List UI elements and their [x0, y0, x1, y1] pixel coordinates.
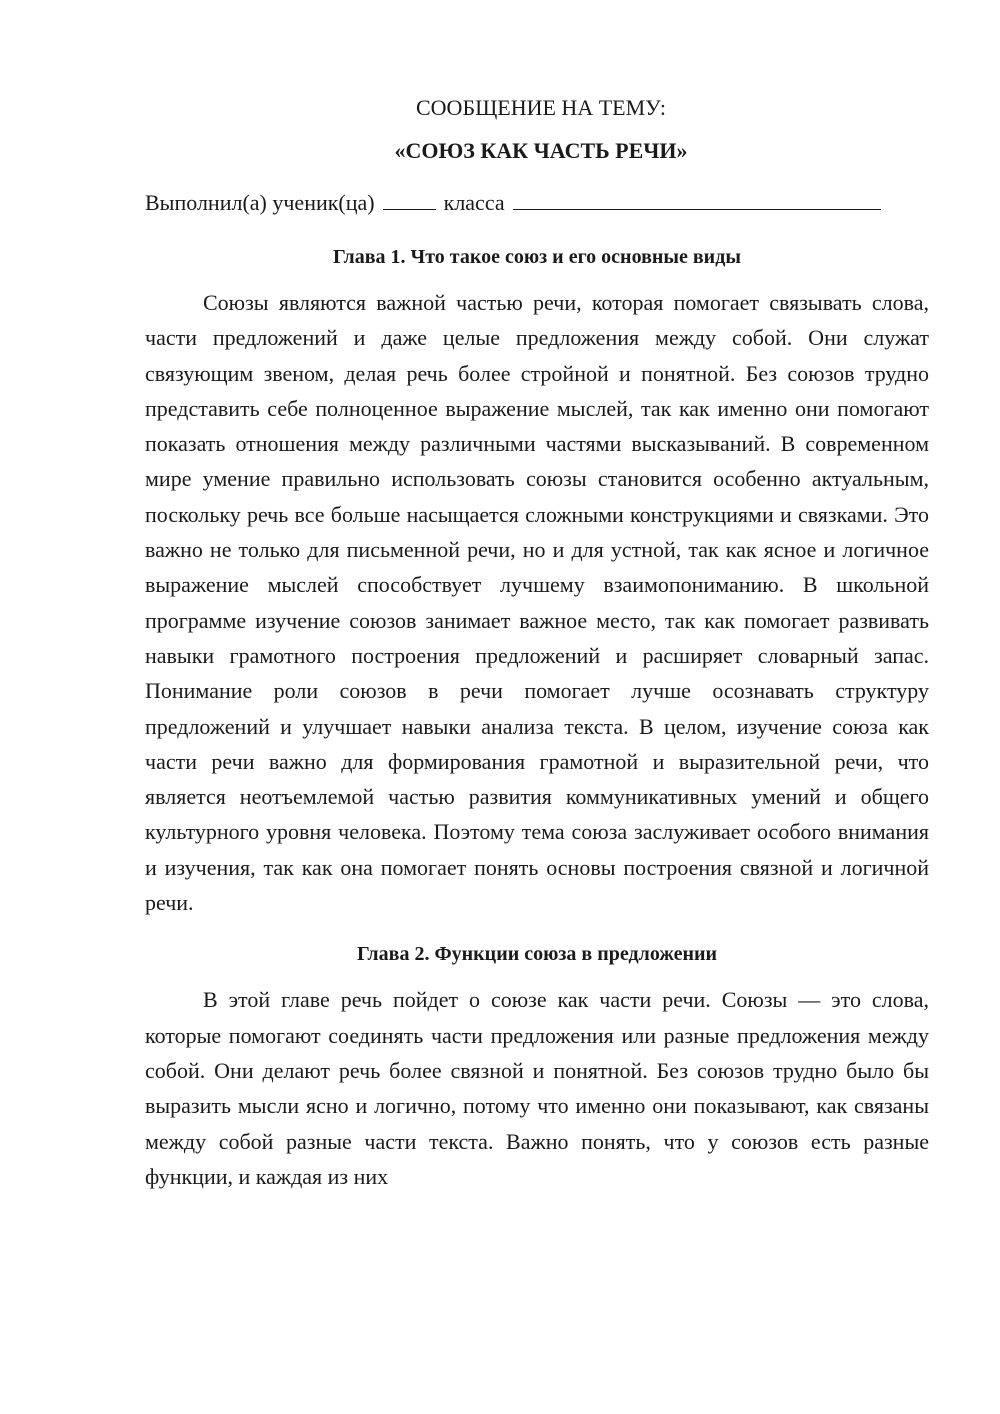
author-prefix: Выполнил(а) ученик(ца) — [145, 190, 375, 215]
grade-blank — [383, 187, 436, 210]
chapter-2-title: Глава 2. Функции союза в предложении — [356, 943, 718, 966]
chapter-1-title: Глава 1. Что такое союз и его основные виды — [333, 246, 741, 268]
document-title: «СОЮЗ КАК ЧАСТЬ РЕЧИ» — [394, 138, 688, 163]
header-line-1: СООБЩЕНИЕ НА ТЕМУ: — [416, 95, 666, 120]
chapter-2-paragraph: В этой главе речь пойдет о союзе как части речи. Союзы — это слова, которые помогают соединять части предложения или разные предложения между собой. Они делают речь более связной и понятной. Без союзов трудно было бы выразить мысли ясно и логично, потому что именно они показывают, как связаны между собой разные части текста. Важно понять, что у союзов есть разные функции, и каждая из них — [145, 987, 929, 1189]
author-class-label: класса — [443, 190, 505, 215]
chapter-1-paragraph: Союзы являются важной частью речи, которая помогает связывать слова, части предложений и даже целые предложения между собой. Они служат связующим звеном, делая речь более стройной и понятной. Без союзов трудно представить себе полноценное выражение мыслей, так как именно они помогают показать отношения между различными частями высказываний. В современном мире умение правильно использовать союзы становится особенно актуальным, поскольку речь все больше насыщается сложными конструкциями и связками. Это важно не только для письменной речи, но и для устной, так как ясное и логичное выражение мыслей способствует лучшему взаимопониманию. В школьной программе изучение союзов занимает важное место, так как помогает развивать навыки грамотного построения предложений и расширяет словарный запас. Понимание роли союзов в речи помогает лучше осознавать структуру предложений и улучшает навыки анализа текста. В целом, изучение союза как части речи важно для формирования грамотной и выразительной речи, что является неотъемлемой частью развития коммуникативных умений и общего культурного уровня человека. Поэтому тема союза заслуживает особого внимания и изучения, так как она помогает понять основы построения связной и логичной речи. — [145, 290, 929, 916]
document-page — [145, 92, 929, 1194]
author-line — [145, 187, 929, 219]
name-blank — [513, 187, 881, 210]
